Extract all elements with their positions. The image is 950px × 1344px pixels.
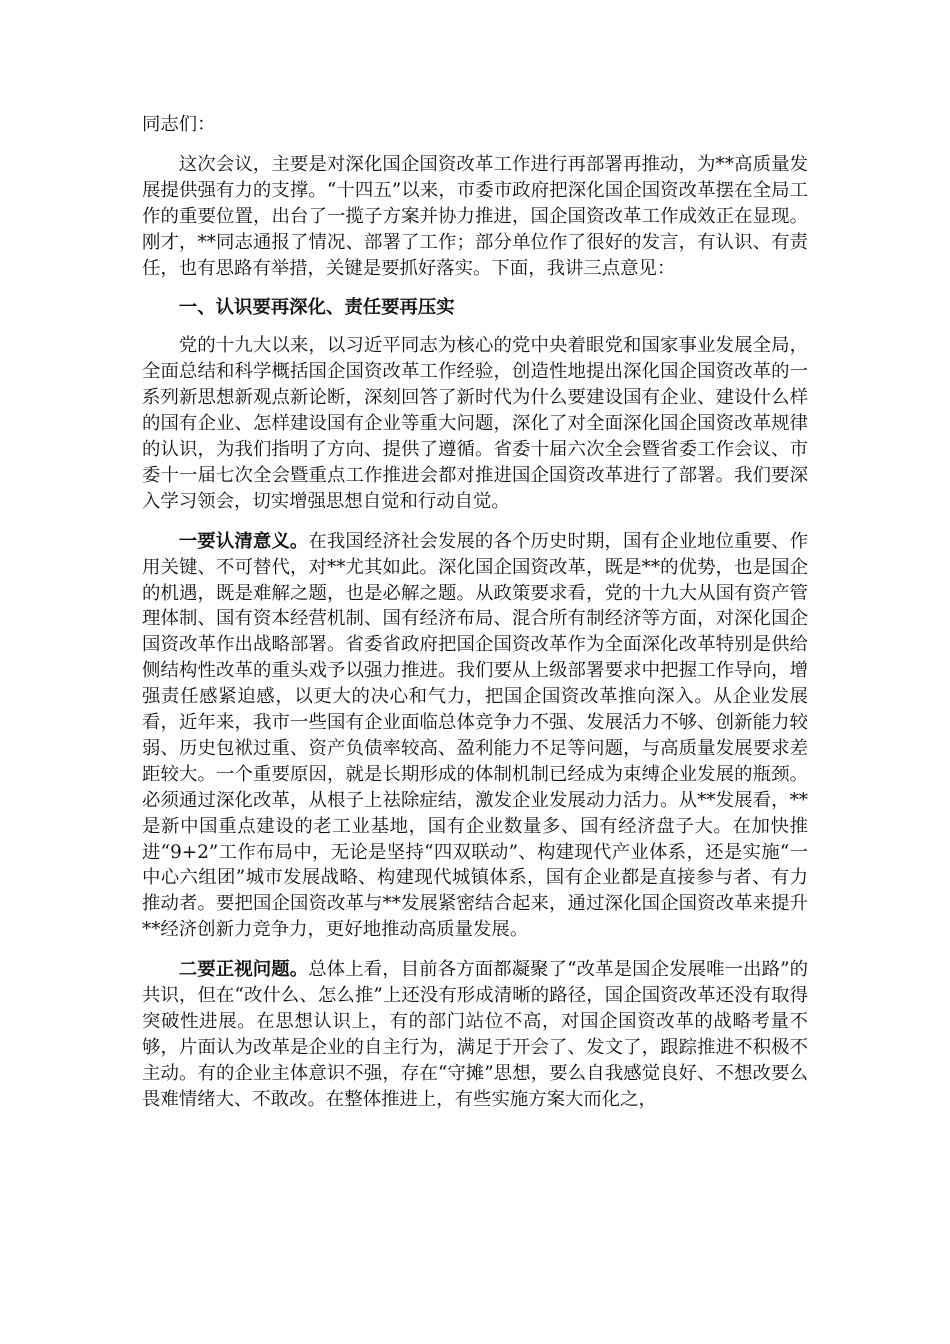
point-one-lead: 一要认清意义。 <box>178 530 309 552</box>
section-paragraph: 党的十九大以来，以习近平同志为核心的党中央着眼党和国家事业发展全局，全面总结和科学概括国企国资改革工作经验，创造性地提出深化国企国资改革的一系列新思想新观点新论断，深刻回答了新时代为什么要建设国有企业、建设什么样的国有企业、怎样建设国有企业等重大问题，深化了对全面深化国企国资改革规律的认识，为我们指明了方向、提供了遵循。省委十届六次全会暨省委工作会议、市委十一届七次全会暨重点工作推进会都对推进国企国资改革进行了部署。我们要深入学习领会，切实增强思想自觉和行动自觉。 <box>142 335 808 512</box>
point-two-lead: 二要正视问题。 <box>178 959 309 981</box>
salutation: 同志们： <box>142 114 216 135</box>
point-one-paragraph <box>142 529 808 944</box>
point-two-paragraph <box>142 957 808 1112</box>
point-two-body: 总体上看，目前各方面都凝聚了“改革是国企发展唯一出路”的共识，但在“改什么、怎么推”上还没有形成清晰的路径，国企国资改革还没有取得突破性进展。在思想认识上，有的部门站位不高，对国企国资改革的战略考量不够，片面认为改革是企业的自主行为，满足于开会了、发文了，跟踪推进不积极不主动。有的企业主体意识不强，存在“守摊”思想，要么自我感觉良好、不想改要么畏难情绪大、不敢改。在整体推进上，有些实施方案大而化之， <box>142 959 808 1110</box>
intro-paragraph: 这次会议，主要是对深化国企国资改革工作进行再部署再推动，为**高质量发展提供强有力的支撑。“十四五”以来，市委市政府把深化国企国资改革摆在全局工作的重要位置，出台了一揽子方案并协力推进，国企国资改革工作成效正在显现。刚才，**同志通报了情况、部署了工作；部分单位作了很好的发言，有认识、有责任，也有思路有举措，关键是要抓好落实。下面，我讲三点意见： <box>142 153 808 279</box>
point-one-body: 在我国经济社会发展的各个历史时期，国有企业地位重要、作用关键、不可替代，对**尤其如此。深化国企国资改革，既是**的优势，也是国企的机遇，既是难解之题，也是必解之题。从政策要求看，党的十九大从国有资产管理体制、国有资本经营机制、国有经济布局、混合所有制经济等方面，对深化国企国资改革作出战略部署。省委省政府把国企国资改革作为全面深化改革特别是供给侧结构性改革的重头戏予以强力推进。我们要从上级部署要求中把握工作导向，增强责任感紧迫感，以更大的决心和气力，把国企国资改革推向深入。从企业发展看，近年来，我市一些国有企业面临总体竞争力不强、发展活力不够、创新能力较弱、历史包袱过重、资产负债率较高、盈利能力不足等问题，与高质量发展要求差距较大。一个重要原因，就是长期形成的体制机制已经成为束缚企业发展的瓶颈。必须通过深化改革，从根子上祛除症结，激发企业发展动力活力。从**发展看，**是新中国重点建设的老工业基地，国有企业数量多、国有经济盘子大。在加快推进“9+2”工作布局中，无论是坚持“四双联动”、构建现代产业体系，还是实施“一中心六组团”城市发展战略、构建现代城镇体系，国有企业都是直接参与者、有力推动者。要把国企国资改革与**发展紧密结合起来，通过深化国企国资改革来提升**经济创新力竞争力，更好地推动高质量发展。 <box>142 530 808 941</box>
section-heading: 一、认识要再深化、责任要再压实 <box>178 297 455 319</box>
document-body <box>142 112 808 1113</box>
